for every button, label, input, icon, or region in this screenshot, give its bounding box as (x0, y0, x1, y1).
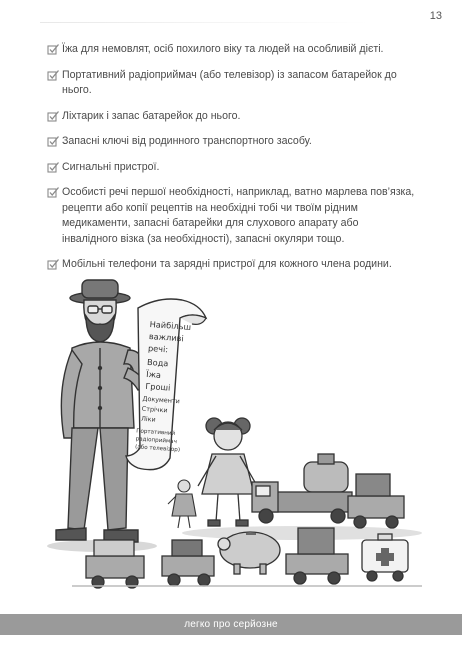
piggy-bank (218, 532, 280, 574)
checkbox-checked-icon (46, 258, 62, 270)
list-item (46, 257, 416, 273)
list-item-text: Запасні ключі від родинного транспортного засобу. (62, 135, 312, 147)
toy-truck (252, 454, 352, 523)
first-aid-kit-icon (362, 534, 408, 581)
footer-band (0, 614, 462, 635)
girl-figure (198, 418, 256, 526)
scroll-line: (або телевізор) (134, 444, 181, 454)
header-rule (40, 22, 370, 23)
list-item-text: Їжа для немовлят, осіб похилого віку та людей на особливій дієті. (62, 43, 384, 55)
checkbox-checked-icon (46, 135, 62, 147)
scroll-line: Ліки (140, 414, 156, 424)
scroll-line: Їжа (145, 368, 162, 380)
scroll-line: радіоприймач (135, 436, 178, 446)
list-item-text: Особисті речі першої необхідності, наприклад, ватно марлева пов’язка, рецепти або копії рецептів на необхідні тобі чи твоїм рідним медикаменти, запасні батарейки для слухового апарату або інвалідного візка (за необхідності), запасні окуляри тощо. (62, 186, 415, 245)
scroll-line: Стрічки (141, 404, 168, 415)
scroll-line: Документи (142, 394, 181, 406)
checkbox-checked-icon (46, 110, 62, 122)
list-item (46, 42, 416, 58)
scroll-line: важливі (148, 330, 185, 344)
man-figure (56, 280, 146, 542)
scroll-line: Гроші (145, 380, 171, 393)
checkbox-checked-icon (46, 186, 62, 198)
scroll-line: Вода (146, 356, 169, 369)
checkbox-checked-icon (46, 69, 62, 81)
scroll-line: Найбільш (149, 319, 192, 332)
list-item-text: Сигнальні пристрої. (62, 160, 160, 173)
list-item (46, 185, 416, 247)
list-item-text: Портативний радіоприймач (або телевізор) із запасом батарейок до нього. (62, 68, 397, 96)
list-item (46, 160, 416, 176)
scroll-line: Портативний (136, 428, 176, 438)
checkbox-checked-icon (46, 43, 62, 55)
list-item (46, 109, 416, 125)
footer-title: легко про серйозне (184, 619, 278, 630)
page-number: 13 (429, 10, 442, 22)
scroll-line: речі: (147, 342, 169, 355)
doll (168, 480, 196, 528)
checklist (46, 42, 416, 283)
list-item (46, 134, 416, 150)
family-supplies-illustration (42, 278, 432, 596)
list-item-text: Мобільні телефони та зарядні пристрої для кожного члена родини. (62, 258, 392, 270)
checkbox-checked-icon (46, 161, 62, 173)
list-item (46, 68, 416, 99)
list-item-text: Ліхтарик і запас батарейок до нього. (62, 109, 241, 122)
